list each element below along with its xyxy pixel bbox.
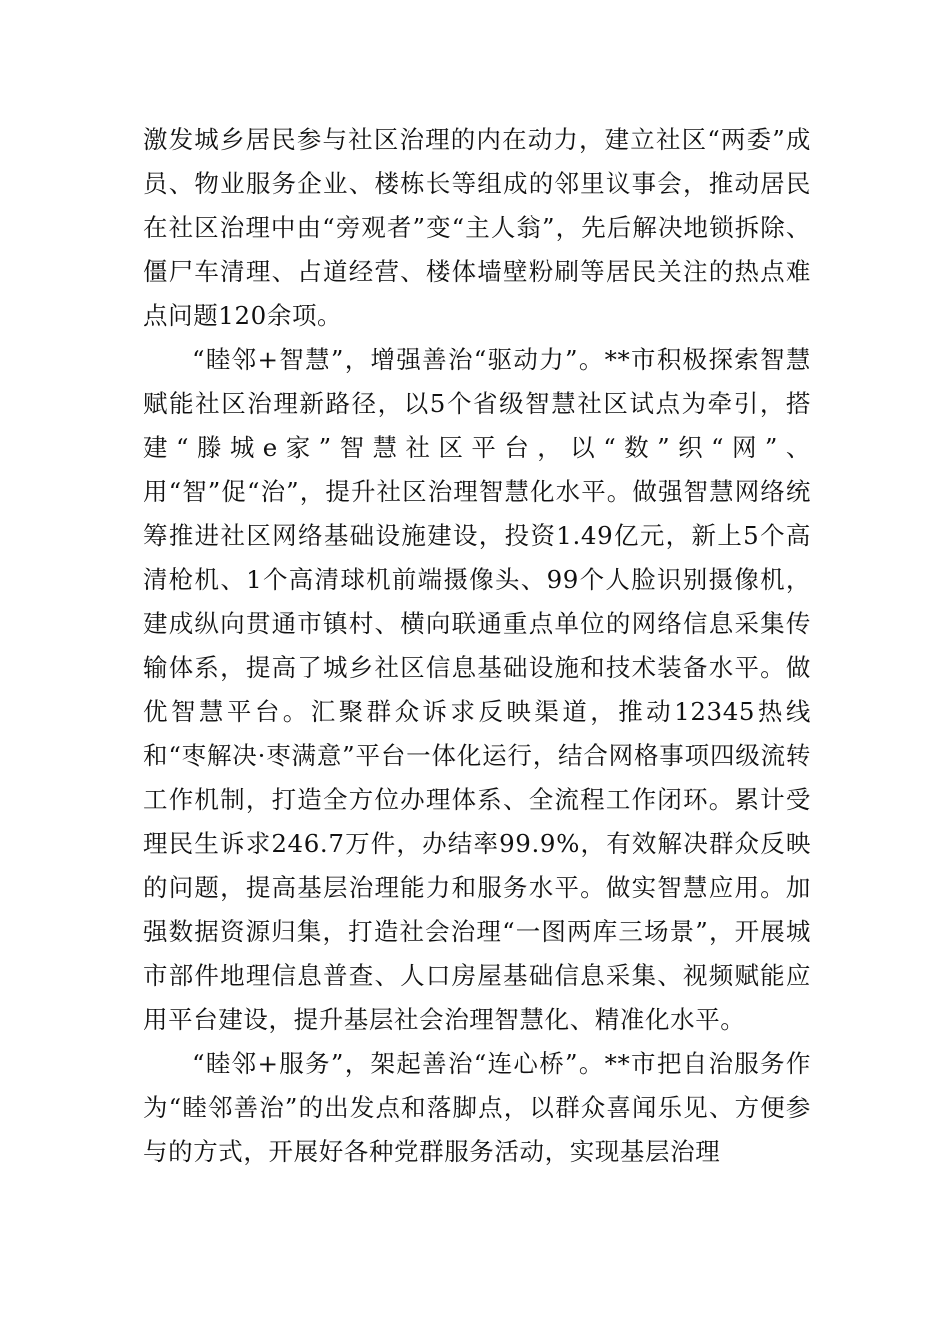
paragraph-3: “睦邻+服务”，架起善治“连心桥”。**市把自治服务作为“睦邻善治”的出发点和落脚点，以群众喜闻乐见、方便参与的方式，开展好各种党群服务活动，实现基层治理 [143, 1049, 811, 1166]
paragraph-1: 激发城乡居民参与社区治理的内在动力，建立社区“两委”成员、物业服务企业、楼栋长等组成的邻里议事会，推动居民在社区治理中由“旁观者”变“主人翁”，先后解决地锁拆除、僵尸车清理、占道经营、楼体墙壁粉刷等居民关注的热点难点问题120余项。 [143, 125, 811, 330]
document-body [143, 118, 811, 1174]
paragraph-2: “睦邻+智慧”，增强善治“驱动力”。**市积极探索智慧赋能社区治理新路径，以5个省级智慧社区试点为牵引，搭建“滕城e家”智慧社区平台，以“数”织“网”、用“智”促“治”，提升社区治理智慧化水平。做强智慧网络统筹推进社区网络基础设施建设，投资1.49亿元，新上5个高清枪机、1个高清球机前端摄像头、99个人脸识别摄像机，建成纵向贯通市镇村、横向联通重点单位的网络信息采集传输体系，提高了城乡社区信息基础设施和技术装备水平。做优智慧平台。汇聚群众诉求反映渠道，推动12345热线和“枣解决·枣满意”平台一体化运行，结合网格事项四级流转工作机制，打造全方位办理体系、全流程工作闭环。累计受理民生诉求246.7万件，办结率99.9%，有效解决群众反映的问题，提高基层治理能力和服务水平。做实智慧应用。加强数据资源归集，打造社会治理“一图两库三场景”，开展城市部件地理信息普查、人口房屋基础信息采集、视频赋能应用平台建设，提升基层社会治理智慧化、精准化水平。 [143, 345, 811, 1034]
